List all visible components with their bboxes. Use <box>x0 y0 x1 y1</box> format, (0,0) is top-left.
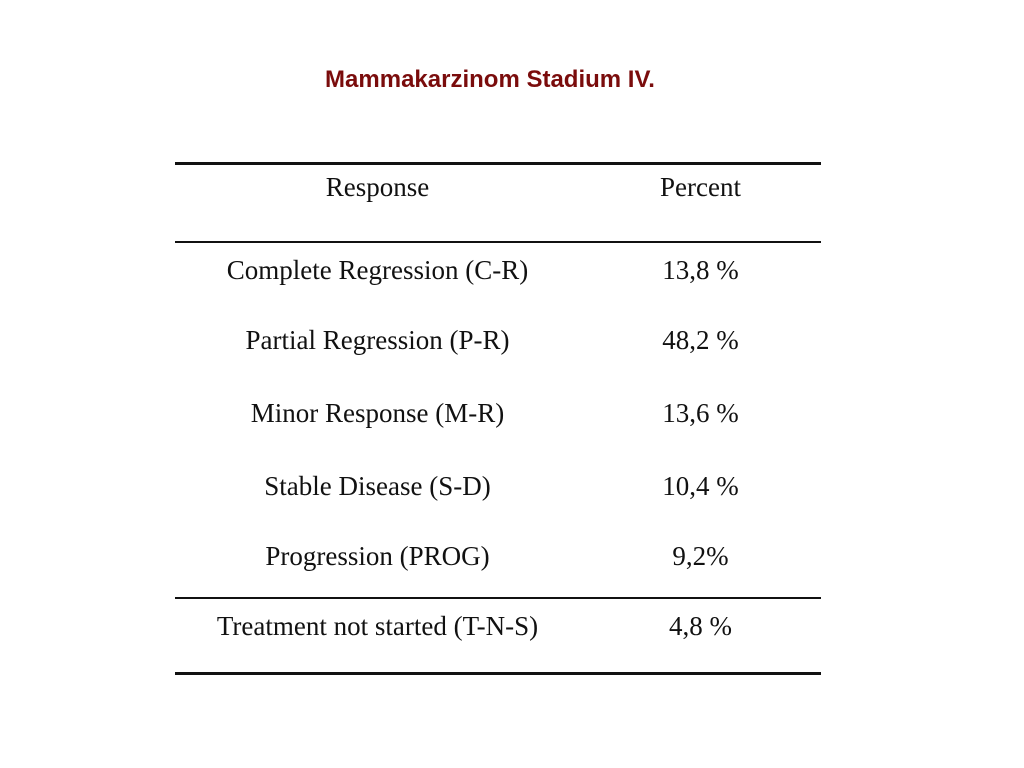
table-header-row <box>175 164 821 242</box>
percent-cell: 4,8 % <box>580 598 821 674</box>
percent-cell: 9,2% <box>580 523 821 598</box>
table-row <box>175 242 821 304</box>
response-table-container <box>175 162 821 675</box>
response-cell: Stable Disease (S-D) <box>264 470 491 501</box>
table-row <box>175 304 821 377</box>
response-cell: Progression (PROG) <box>175 523 580 598</box>
table-row <box>175 523 821 598</box>
table-row <box>175 377 821 450</box>
percent-cell: 10,4 % <box>662 470 739 501</box>
response-cell: Complete Regression (C-R) <box>226 254 529 285</box>
table-row <box>175 598 821 674</box>
header-percent: Percent <box>580 164 821 242</box>
percent-cell: 48,2 % <box>662 324 739 355</box>
response-cell: Minor Response (M-R) <box>250 397 505 428</box>
response-cell: Partial Regression (P-R) <box>245 324 510 355</box>
header-response: Response <box>175 164 580 242</box>
table-row <box>175 450 821 523</box>
percent-cell: 13,8 % <box>662 254 739 285</box>
percent-cell: 13,6 % <box>662 397 739 428</box>
slide-title: Mammakarzinom Stadium IV. <box>325 66 655 93</box>
response-table <box>175 162 821 675</box>
response-cell: Treatment not started (T-N-S) <box>175 598 580 674</box>
